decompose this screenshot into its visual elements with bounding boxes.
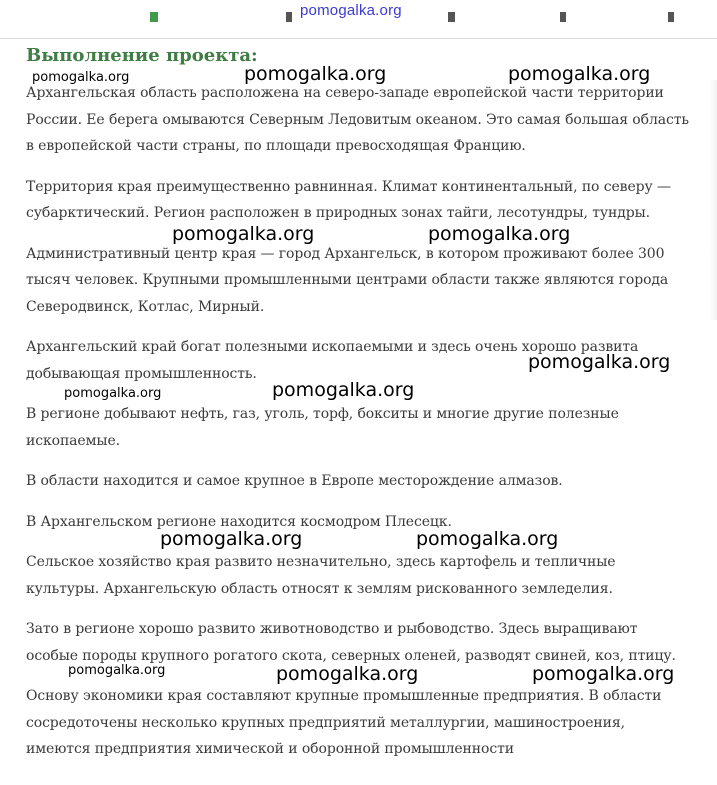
watermark: pomogalka.org — [528, 351, 671, 373]
paragraph: Основу экономики края составляют крупные промышленные предприятия. В области сосредоточены несколько крупных предприятий металлургии, машиностроения, имеются предприятия химической и оборонной промышленности — [26, 688, 662, 757]
toolbar-fragment-icon — [668, 12, 674, 22]
toolbar-fragment-icon — [560, 12, 566, 22]
paragraph: В регионе добывают нефть, газ, уголь, торф, бокситы и многие другие полезные ископаемые. — [26, 406, 619, 449]
paragraph: Архангельская область расположена на северо-западе европейской части территории России. Ее берега омываются Северным Ледовитым океаном. Это самая большая область в европейской части страны, по площади превосходящая Францию. — [26, 85, 689, 154]
watermark: pomogalka.org — [416, 528, 559, 550]
watermark: pomogalka.org — [68, 663, 166, 678]
watermark: pomogalka.org — [160, 528, 303, 550]
watermark: pomogalka.org — [172, 223, 315, 245]
top-bar — [0, 0, 717, 39]
paragraph: Зато в регионе хорошо развито животноводство и рыбоводство. Здесь выращивают особые породы крупного рогатого скота, северных оленей, разводят свиней, коз, птицу. — [26, 621, 676, 664]
watermark: pomogalka.org — [428, 223, 571, 245]
paragraph: В Архангельском регионе находится космодром Плесецк. — [26, 513, 452, 530]
paragraph: В области находится и самое крупное в Европе месторождение алмазов. — [26, 473, 563, 489]
toolbar-fragment-icon — [150, 12, 158, 22]
article-body — [26, 80, 691, 777]
paragraph: Сельское хозяйство края развито незначительно, здесь картофель и тепличные культуры. Архангельскую область относят к землям рискованного земледелия. — [26, 554, 616, 597]
right-edge-shadow — [709, 80, 717, 320]
watermark: pomogalka.org — [272, 379, 415, 401]
watermark: pomogalka.org — [32, 70, 130, 85]
paragraph: Архангельский край богат полезными ископаемыми и здесь очень хорошо развита добывающая промышленность. — [26, 339, 639, 382]
paragraph: Территория края преимущественно равнинная. Климат континентальный, по северу — субарктический. Регион расположен в природных зонах тайги, лесотундры, тундры. — [26, 178, 671, 221]
paragraph: Административный центр края — город Архангельск, в котором проживают более 300 тысяч человек. Крупными промышленными центрами области также являются города Северодвинск, Котлас, Мирный. — [26, 245, 669, 315]
toolbar-fragment-icon — [448, 12, 455, 22]
watermark: pomogalka.org — [276, 663, 419, 685]
section-heading: Выполнение проекта: — [26, 45, 258, 66]
toolbar-fragment-icon — [286, 12, 292, 22]
top-watermark: pomogalka.org — [300, 2, 402, 19]
watermark: pomogalka.org — [508, 63, 651, 85]
watermark: pomogalka.org — [532, 663, 675, 685]
watermark: pomogalka.org — [64, 386, 162, 401]
watermark: pomogalka.org — [244, 63, 387, 85]
